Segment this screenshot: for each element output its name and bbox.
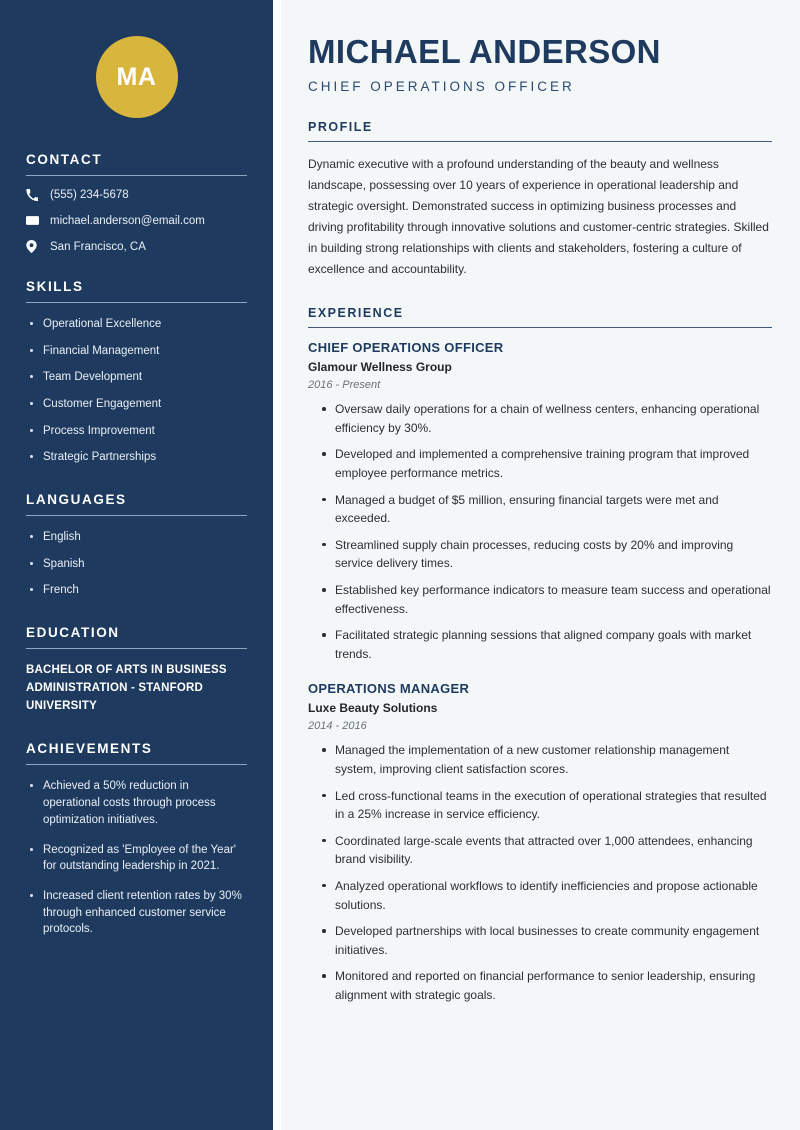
divider [26, 515, 247, 516]
sidebar-heading-contact: CONTACT [26, 152, 103, 167]
achievements-list [26, 778, 247, 937]
column-gap [273, 0, 281, 1130]
divider [308, 327, 772, 328]
list-item: Managed the implementation of a new customer relationship management system, improving client satisfaction scores. [321, 741, 772, 778]
sidebar-section-skills [26, 279, 247, 466]
envelope-icon [26, 214, 46, 227]
list-item: Facilitated strategic planning sessions that aligned company goals with market trends. [321, 626, 772, 663]
sidebar-heading-education: EDUCATION [26, 625, 120, 641]
list-item: Customer Engagement [26, 396, 247, 413]
list-item: Coordinated large-scale events that attracted over 1,000 attendees, enhancing brand visibility. [321, 832, 772, 869]
list-item: Developed partnerships with local businesses to create community engagement initiatives. [321, 922, 772, 959]
list-item: Managed a budget of $5 million, ensuring financial targets were met and exceeded. [321, 491, 772, 528]
divider [26, 648, 247, 649]
main-heading-experience: EXPERIENCE [308, 306, 404, 321]
experience-company: Glamour Wellness Group [308, 360, 452, 375]
contact-phone-text: (555) 234-5678 [50, 189, 129, 201]
sidebar-section-education [26, 625, 247, 715]
contact-location-text: San Francisco, CA [50, 240, 146, 253]
list-item: Recognized as 'Employee of the Year' for outstanding leadership in 2021. [26, 842, 247, 875]
divider [26, 175, 247, 176]
experience-dates: 2014 - 2016 [308, 720, 367, 733]
list-item: Established key performance indicators to measure team success and operational effectiveness. [321, 581, 772, 618]
avatar-container [26, 0, 247, 152]
avatar: MA [96, 36, 178, 118]
contact-item-email[interactable] [26, 214, 247, 227]
phone-icon [26, 189, 46, 201]
list-item: French [26, 582, 247, 599]
list-item: Process Improvement [26, 423, 247, 440]
headline: CHIEF OPERATIONS OFFICER [308, 79, 575, 95]
experience-role: OPERATIONS MANAGER [308, 681, 470, 697]
list-item: Financial Management [26, 343, 247, 360]
list-item: Developed and implemented a comprehensive training program that improved employee performance metrics. [321, 445, 772, 482]
list-item: Team Development [26, 369, 247, 386]
experience-bullets [308, 400, 772, 663]
section-profile [308, 120, 772, 280]
sidebar-heading-skills: SKILLS [26, 279, 84, 294]
list-item: Operational Excellence [26, 316, 247, 333]
skills-list [26, 316, 247, 466]
main-heading-profile: PROFILE [308, 120, 373, 135]
list-item: Analyzed operational workflows to identify inefficiencies and propose actionable solutions. [321, 877, 772, 914]
list-item: Oversaw daily operations for a chain of wellness centers, enhancing operational efficiency by 30%. [321, 400, 772, 437]
list-item: Monitored and reported on financial performance to senior leadership, ensuring alignment with strategic goals. [321, 967, 772, 1004]
experience-entry [308, 340, 772, 663]
map-pin-icon [26, 240, 46, 253]
list-item: Strategic Partnerships [26, 449, 247, 466]
contact-email-text: michael.anderson@email.com [50, 214, 205, 227]
experience-bullets [308, 741, 772, 1004]
experience-dates: 2016 - Present [308, 379, 381, 392]
experience-entry [308, 681, 772, 1004]
contact-item-phone[interactable] [26, 189, 247, 201]
list-item: Streamlined supply chain processes, reducing costs by 20% and improving service delivery times. [321, 536, 772, 573]
sidebar [0, 0, 273, 1130]
education-entry: BACHELOR OF ARTS IN BUSINESS ADMINISTRATION - STANFORD UNIVERSITY [26, 664, 227, 712]
sidebar-heading-languages: LANGUAGES [26, 492, 127, 508]
main-content [281, 0, 800, 1130]
list-item: Spanish [26, 556, 247, 573]
divider [26, 302, 247, 303]
profile-text: Dynamic executive with a profound understanding of the beauty and wellness landscape, possessing over 10 years of experience in operational leadership and strategic oversight. Demonstrated success in optimizing business processes and driving profitability through innovative solutions and customer-centric strategies. Skilled in building strong relationships with clients and stakeholders, fostering a culture of excellence and accountability. [308, 157, 769, 277]
list-item: Increased client retention rates by 30% through enhanced customer service protocols. [26, 888, 247, 938]
sidebar-section-languages [26, 492, 247, 599]
list-item: Achieved a 50% reduction in operational costs through process optimization initiatives. [26, 778, 247, 828]
list-item: English [26, 529, 247, 546]
sidebar-section-contact [26, 152, 247, 253]
languages-list [26, 529, 247, 599]
experience-company: Luxe Beauty Solutions [308, 701, 438, 716]
sidebar-section-achievements [26, 741, 247, 937]
sidebar-heading-achievements: ACHIEVEMENTS [26, 741, 153, 757]
experience-role: CHIEF OPERATIONS OFFICER [308, 340, 504, 356]
divider [26, 764, 247, 765]
divider [308, 141, 772, 142]
page-title: MICHAEL ANDERSON [308, 33, 661, 70]
section-experience [308, 306, 772, 1004]
list-item: Led cross-functional teams in the execution of operational strategies that resulted in a 25% increase in service efficiency. [321, 787, 772, 824]
contact-item-location[interactable] [26, 240, 247, 253]
